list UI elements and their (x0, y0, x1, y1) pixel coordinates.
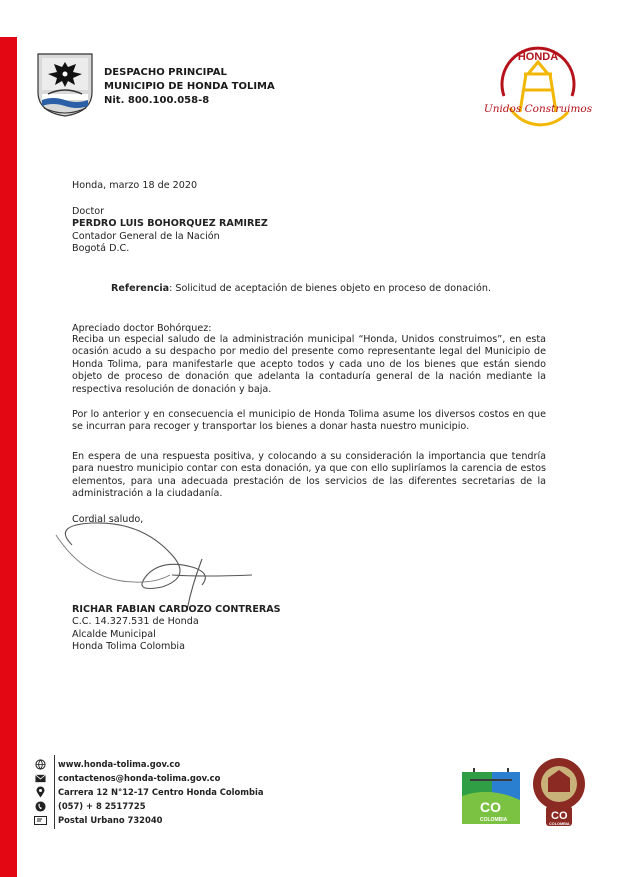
reference-label: Referencia (111, 283, 170, 294)
phone-icon (33, 799, 47, 813)
signer-id: C.C. 14.327.531 de Honda (72, 616, 199, 628)
recipient-city: Bogotá D.C. (72, 243, 130, 255)
recipient-name: PERDRO LUIS BOHORQUEZ RAMIREZ (72, 218, 268, 230)
paragraph-2: Por lo anterior y en consecuencia el municipio de Honda Tolima asume los diversos costos en que se incurran para recoger y transportar los bienes a donar hasta nuestro municipio. (72, 409, 546, 433)
footer-phone: (057) + 8 2517725 (58, 801, 146, 811)
letter-date: Honda, marzo 18 de 2020 (72, 180, 198, 191)
badge-country-text: COLOMBIA (480, 817, 508, 823)
location-pin-icon (33, 785, 47, 799)
footer-postal: Postal Urbano 732040 (58, 815, 163, 825)
badge2-co-text: CO (551, 810, 568, 822)
paragraph-3: En espera de una respuesta positiva, y colocando a su consideración la importancia que tendría para nuestro municipio contar con esta donación, ya que con ello supliríamos la carencia de estos elementos, para una adecuada prestación de los servicios de las diferentes secretarias de la administración a la ciudadanía. (72, 451, 546, 500)
envelope-icon (33, 771, 47, 785)
globe-icon (33, 757, 47, 771)
co-colombia-badge-heritage (530, 756, 588, 828)
recipient-title: Doctor (72, 206, 105, 217)
municipal-crest-logo (36, 52, 94, 118)
recipient-role: Contador General de la Nación (72, 230, 220, 242)
municipality-title: MUNICIPIO DE HONDA TOLIMA (104, 81, 275, 92)
footer-icons (33, 757, 47, 827)
reference-text: : Solicitud de aceptación de bienes objeto en proceso de donación. (169, 283, 492, 294)
honda-unidos-construimos-logo (483, 46, 593, 134)
recipient-block (72, 206, 268, 256)
closing: Cordial saludo, (72, 514, 144, 525)
logo-top-text: HONDA (517, 51, 559, 63)
reference-line (111, 283, 491, 294)
paragraph-1: Reciba un especial saludo de la administración municipal “Honda, Unidos construimos”, en esta ocasión acudo a su despacho por medio del presente como representante legal del Municipio de Honda Tolima, para manifestarle que acepto todos y cada uno de los bienes que están siendo objeto de proceso de donación que adelanta la contaduría general de la nación mediante la respectiva resolución de donación y baja. (72, 334, 546, 395)
co-colombia-badge-green (460, 766, 522, 826)
signer-role: Alcalde Municipal (72, 628, 156, 640)
footer-address: Carrera 12 N°12-17 Centro Honda Colombia (58, 787, 264, 797)
footer-email: contactenos@honda-tolima.gov.co (58, 773, 221, 783)
letterhead-text (104, 66, 275, 108)
footer-divider (54, 755, 55, 829)
greeting: Apreciado doctor Bohórquez: (72, 323, 212, 334)
footer-website: www.honda-tolima.gov.co (58, 759, 181, 769)
badge-co-text: CO (480, 799, 501, 815)
signer-location: Honda Tolima Colombia (72, 641, 185, 653)
signer-name: RICHAR FABIAN CARDOZO CONTRERAS (72, 604, 281, 615)
red-side-bar (0, 37, 17, 877)
badge2-country-text: COLOMBIA (549, 822, 570, 826)
logo-script-text: Unidos Construimos (483, 103, 593, 115)
office-title: DESPACHO PRINCIPAL (104, 67, 227, 78)
nit-number: Nit. 800.100.058-8 (104, 95, 210, 106)
mailbox-icon (33, 813, 47, 827)
signer-block (72, 604, 281, 654)
footer-contact (58, 757, 264, 827)
handwritten-signature (52, 515, 262, 615)
